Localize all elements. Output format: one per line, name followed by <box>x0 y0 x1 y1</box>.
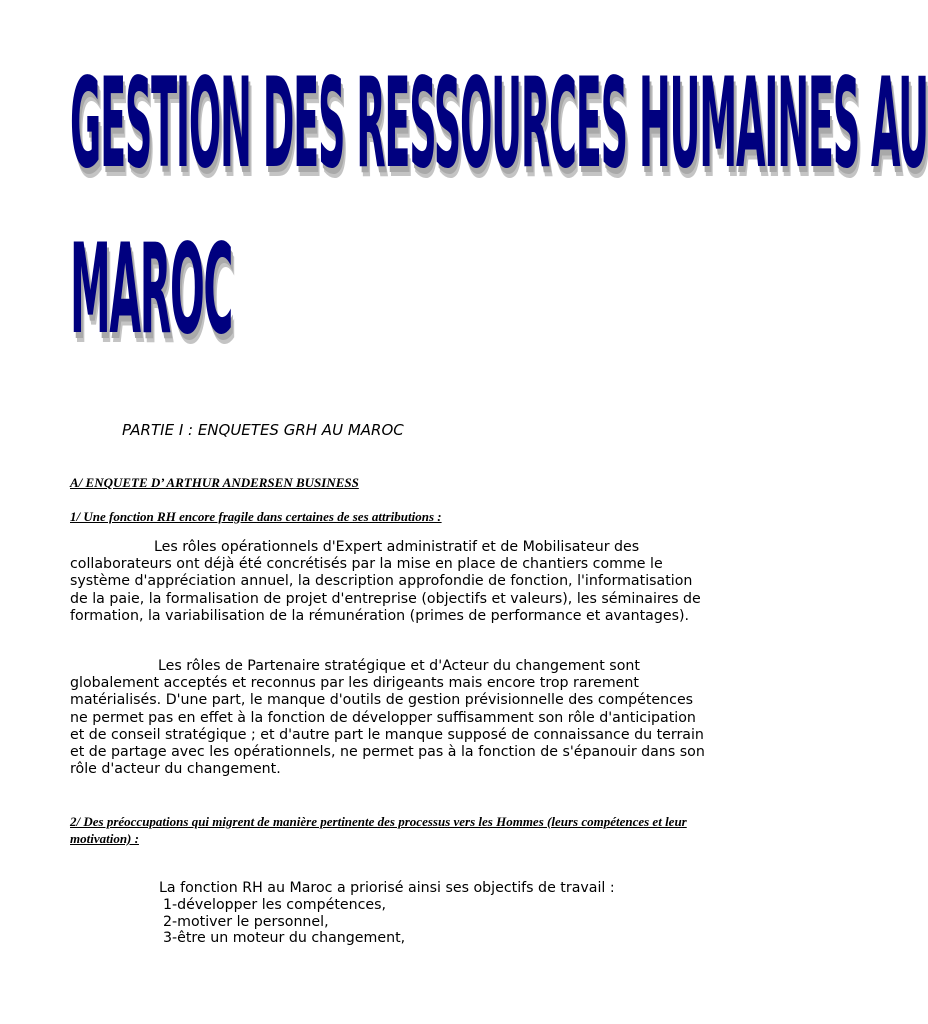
section-a-heading: A/ ENQUETE D’ ARTHUR ANDERSEN BUSINESS <box>70 475 359 490</box>
subsection-2-heading: 2/ Des préoccupations qui migrent de manière pertinente des processus vers les Hommes (leurs compétences et leur motivation) : <box>70 814 687 846</box>
paragraph-2: Les rôles de Partenaire stratégique et d'Acteur du changement sont globalement acceptés et reconnus par les dirigeants mais encore trop rarement matérialisés. D'une part, le manque d'outils de gestion prévisionnelle des compétences ne permet pas en effet à la fonction de développer suffisamment son rôle d'anticipation et de conseil stratégique ; et d'autre part le manque supposé de connaissance du terrain et de partage avec les opérationnels, ne permet pas à la fonction de s'épanouir dans son rôle d'acteur du changement. <box>70 658 705 778</box>
objectives-block <box>159 880 615 947</box>
objective-item: 3-être un moteur du changement, <box>163 930 406 947</box>
document-title-line-2: MAROC <box>70 216 233 362</box>
objective-item: 2-motiver le personnel, <box>163 913 329 930</box>
objectives-intro: La fonction RH au Maroc a priorisé ainsi ses objectifs de travail : <box>159 880 615 896</box>
objective-item: 1-développer les compétences, <box>163 896 387 913</box>
paragraph-1: Les rôles opérationnels d'Expert administratif et de Mobilisateur des collaborateurs ont déjà été concrétisés par la mise en place de chantiers comme le système d'appréciation annuel, la description approfondie de fonction, l'informatisation de la paie, la formalisation de projet d'entreprise (objectifs et valeurs), les séminaires de formation, la variabilisation de la rémunération (primes de performance et avantages). <box>70 539 701 624</box>
subsection-1-heading: 1/ Une fonction RH encore fragile dans certaines de ses attributions : <box>70 509 442 524</box>
part-heading: PARTIE I : ENQUETES GRH AU MAROC <box>122 421 404 439</box>
document-title-line-1: GESTION DES RESSOURCES HUMAINES AU <box>70 50 928 196</box>
